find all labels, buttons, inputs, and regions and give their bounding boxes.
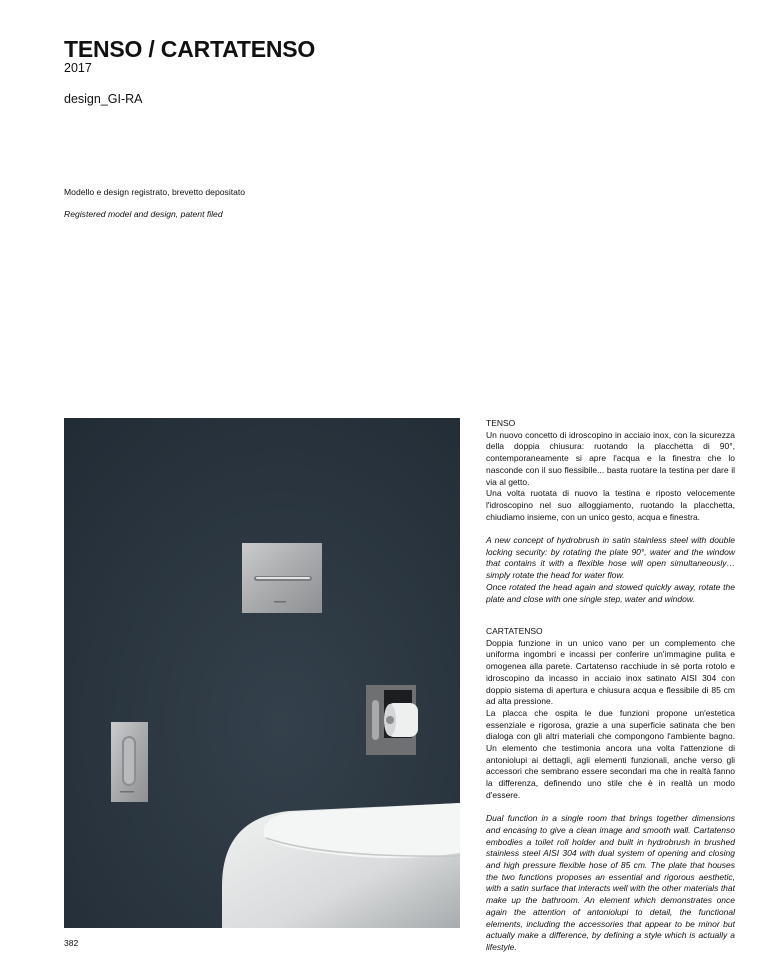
registration-note-english: Registered model and design, patent filed	[64, 209, 223, 219]
cartatenso-english-paragraph: Dual function in a single room that brings together dimensions and encasing to give a clean image and smooth wall. Cartatenso embodies a toilet roll holder and built in hydrobrush in brushed stainless steel AISI 304 with dual system of opening and closing and high pressure flexible hose of 85 cm. The plate that houses the two functions proposes an essential and rigorous aesthetic, with a satin surface that interacts well with the other materials that make up the bathroom. An element which demonstrates once again the attention of antoniolupi to detail, the functional elements, including the accessories that appear to be minor but actually make a difference, by defining a style which is actually a lifestyle.	[486, 813, 735, 952]
cartatenso-italian-paragraph-2: La placca che ospita le due funzioni propone un'estetica essenziale e rigorosa, grazie a una superficie satinata che ben dialoga con gli altri materiali che compongono l'ambiente bagno. Un elemento che testimonia ancora una volta l'attenzione di antoniolupi ai dettagli, agli elementi funzionali, anche verso gli accessori che sembrano essere secondari ma che in realtà fanno la differenza, definendo uno stile che è in realtà un modo d'essere.	[486, 707, 735, 800]
tenso-english-paragraph-1: A new concept of hydrobrush in satin stainless steel with double locking security: by rotating the plate 90°, water and the window that contains it with a flexible hose will open simultaneously… simply rotate the head for water flow.	[486, 535, 735, 581]
page-title: TENSO / CARTATENSO	[64, 36, 316, 62]
tenso-italian-paragraph-2: Una volta ruotata di nuovo la testina e riposto velocemente l'idroscopino nel suo alloggiamento, ruotando la placchetta, chiudiamo insieme, con un unico gesto, acqua e finestra.	[486, 488, 735, 522]
section-heading-tenso: TENSO	[486, 418, 516, 428]
cartatenso-description	[486, 626, 735, 954]
cartatenso-roll-holder-icon	[366, 685, 418, 755]
toilet-icon	[222, 803, 460, 928]
tenso-description	[486, 418, 735, 605]
registration-note-italian: Modello e design registrato, brevetto depositato	[64, 187, 246, 197]
section-heading-cartatenso: CARTATENSO	[486, 626, 543, 636]
cartatenso-italian-paragraph-1: Doppia funzione in un unico vano per un complemento che uniforma ingombri e incassi per conferire un'immagine pulita e omogenea alla parete. Cartatenso racchiude in sè porta rotolo e idroscopino da incasso in acciaio inox satinato AISI 304 con doppio sistema di apertura e chiusura acqua e flessibile di 85 cm ad alta pressione.	[486, 637, 735, 707]
page-number: 382	[64, 938, 79, 948]
designer-credit: design_GI-RA	[64, 92, 143, 106]
tenso-horizontal-plate-icon	[242, 543, 322, 613]
tenso-vertical-plate-icon	[111, 722, 148, 802]
tenso-italian-paragraph-1: Un nuovo concetto di idroscopino in acciaio inox, con la sicurezza della doppia chiusura: ruotando la placchetta di 90°, contemporaneamente si apre l'acqua e la finestra che lo nasconde con il suo flessibile... basta ruotare la testina per dare il via al getto.	[486, 429, 735, 487]
year: 2017	[64, 61, 92, 75]
tenso-english-paragraph-2: Once rotated the head again and stowed quickly away, rotate the plate and close with one single step, water and window.	[486, 581, 735, 604]
product-photo	[64, 418, 460, 928]
